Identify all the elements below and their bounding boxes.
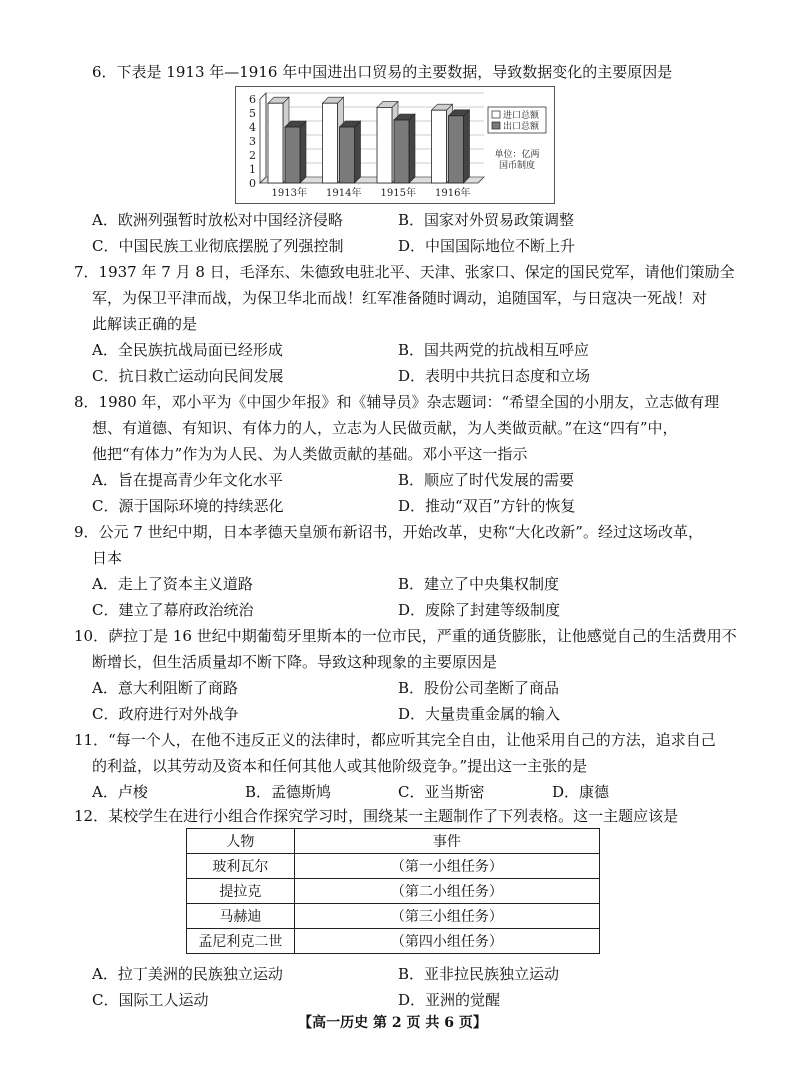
chart-bar-side	[464, 110, 470, 183]
q11-line-2: 的利益，以其劳动及资本和任何其他人或其他阶级竞争。”提出这一主张的是	[92, 757, 588, 775]
table-cell-person: 马赫迪	[187, 904, 295, 929]
table-cell-person: 提拉克	[187, 879, 295, 904]
table-cell-person: 孟尼利克二世	[187, 929, 295, 954]
chart-bar-export	[394, 120, 409, 183]
q7-option-d: D．表明中共抗日态度和立场	[398, 367, 591, 385]
q9-line-2: 日本	[92, 549, 123, 567]
q7-option-a: A．全民族抗战局面已经形成	[92, 341, 283, 359]
chart-left-wall	[260, 93, 266, 183]
q11-option-c: C．亚当斯密	[398, 783, 485, 801]
chart-y-tick-label: 3	[249, 135, 256, 148]
q8-option-a: A．旨在提高青少年文化水平	[92, 471, 283, 489]
q12-option-a: A．拉丁美洲的民族独立运动	[92, 965, 283, 983]
q10-line-2: 断增长，但生活质量却不断下降。导致这种现象的主要原因是	[92, 653, 498, 671]
q12-option-b: B．亚非拉民族独立运动	[398, 965, 560, 983]
chart-bar-side	[409, 114, 415, 183]
chart-x-tick-label: 1913年	[271, 188, 307, 199]
q10-line-1: 10．萨拉丁是 16 世纪中期葡萄牙里斯本的一位市民，严重的通货膨胀，让他感觉自己的生活费用不	[74, 627, 737, 645]
q7-option-c: C．抗日救亡运动向民间发展	[92, 367, 284, 385]
q6-option-b: B．国家对外贸易政策调整	[398, 211, 575, 229]
chart-y-tick-label: 0	[249, 177, 256, 190]
q7-line-2: 军，为保卫平津而战，为保卫华北而战！红军准备随时调动，追随国军，与日寇决一死战！对	[92, 289, 708, 307]
q9-option-b: B．建立了中央集权制度	[398, 575, 560, 593]
q7-line-3: 此解读正确的是	[92, 315, 198, 333]
chart-x-tick-label: 1915年	[380, 188, 416, 199]
q6-option-c: C．中国民族工业彻底摆脱了列强控制	[92, 237, 344, 255]
table-row	[187, 929, 600, 954]
q11-line-1: 11．“每一个人，在他不违反正义的法律时，都应听其完全自由，让他采用自己的方法，追求自己	[74, 731, 716, 749]
q6-bar-chart	[236, 87, 554, 203]
q11-option-d: D．康德	[552, 783, 610, 801]
chart-bar-export	[449, 116, 464, 183]
chart-y-tick-label: 5	[249, 107, 256, 120]
q8-option-d: D．推动“双百”方针的恢复	[398, 497, 576, 515]
q7-line-1: 7．1937 年 7 月 8 日，毛泽东、朱德致电驻北平、天津、张家口、保定的国民党军，请他们策励全	[74, 263, 735, 281]
table-row	[187, 854, 600, 879]
q8-line-3: 他把“有体力”作为为人民、为人类做贡献的基础。邓小平这一指示	[92, 445, 528, 463]
chart-bar-import	[377, 107, 392, 183]
chart-y-tick-label: 1	[249, 163, 256, 176]
table-header-event: 事件	[294, 829, 599, 854]
q6-option-d: D．中国国际地位不断上升	[398, 237, 576, 255]
chart-unit-note: 单位：亿两	[494, 150, 540, 160]
chart-legend-label: 出口总额	[503, 122, 540, 132]
chart-y-tick-label: 6	[249, 93, 256, 106]
chart-bar-export	[285, 127, 300, 183]
chart-bar-import	[268, 103, 283, 183]
table-header-person: 人物	[187, 829, 295, 854]
table-header-row	[187, 829, 600, 854]
chart-y-tick-label: 2	[249, 149, 256, 162]
q10-option-c: C．政府进行对外战争	[92, 705, 239, 723]
chart-legend-swatch	[492, 111, 500, 118]
table-cell-event: （第二小组任务）	[294, 879, 599, 904]
table-cell-event: （第一小组任务）	[294, 854, 599, 879]
table-cell-event: （第三小组任务）	[294, 904, 599, 929]
chart-bar-export	[340, 127, 355, 183]
chart-x-tick-label: 1914年	[326, 188, 362, 199]
q9-option-c: C．建立了幕府政治统治	[92, 601, 254, 619]
chart-bar-side	[355, 121, 361, 183]
chart-bar-import	[323, 103, 338, 183]
q9-option-d: D．废除了封建等级制度	[398, 601, 561, 619]
table-row	[187, 904, 600, 929]
chart-unit-note: 国币制度	[498, 161, 536, 171]
q7-option-b: B．国共两党的抗战相互呼应	[398, 341, 590, 359]
chart-y-tick-label: 4	[249, 121, 256, 134]
q8-line-1: 8．1980 年，邓小平为《中国少年报》和《辅导员》杂志题词：“希望全国的小朋友，立志做有理	[74, 393, 720, 411]
page-footer: 【高一历史 第 2 页 共 6 页】	[298, 1015, 487, 1031]
chart-bar-side	[300, 121, 306, 183]
q8-option-b: B．顺应了时代发展的需要	[398, 471, 575, 489]
q12-option-c: C．国际工人运动	[92, 991, 209, 1009]
q6-chart	[235, 86, 555, 204]
q10-option-d: D．大量贵重金属的输入	[398, 705, 561, 723]
chart-legend-swatch	[492, 122, 500, 129]
q9-line-1: 9．公元 7 世纪中期，日本孝德天皇颁布新诏书，开始改革，史称“大化改新”。经过这场改革，	[74, 523, 703, 541]
q10-option-a: A．意大利阻断了商路	[92, 679, 238, 697]
q11-option-a: A．卢梭	[92, 783, 148, 801]
q12-option-d: D．亚洲的觉醒	[398, 991, 501, 1009]
table-cell-person: 玻利瓦尔	[187, 854, 295, 879]
q12-stem: 12．某校学生在进行小组合作探究学习时，围绕某一主题制作了下列表格。这一主题应该是	[74, 807, 679, 825]
chart-legend-label: 进口总额	[503, 111, 540, 121]
q8-line-2: 想、有道德、有知识、有体力的人，立志为人民做贡献，为人类做贡献。”在这“四有”中，	[92, 419, 678, 437]
chart-bar-import	[432, 110, 447, 183]
table-cell-event: （第四小组任务）	[294, 929, 599, 954]
q11-option-b: B．孟德斯鸠	[245, 783, 332, 801]
q10-option-b: B．股份公司垄断了商品	[398, 679, 560, 697]
q8-option-c: C．源于国际环境的持续恶化	[92, 497, 284, 515]
q6-stem: 6．下表是 1913 年—1916 年中国进出口贸易的主要数据，导致数据变化的主要原因是	[92, 63, 673, 81]
q9-option-a: A．走上了资本主义道路	[92, 575, 253, 593]
q12-table	[186, 828, 600, 954]
chart-x-tick-label: 1916年	[435, 188, 471, 199]
table-row	[187, 879, 600, 904]
q6-option-a: A．欧洲列强暂时放松对中国经济侵略	[92, 211, 343, 229]
